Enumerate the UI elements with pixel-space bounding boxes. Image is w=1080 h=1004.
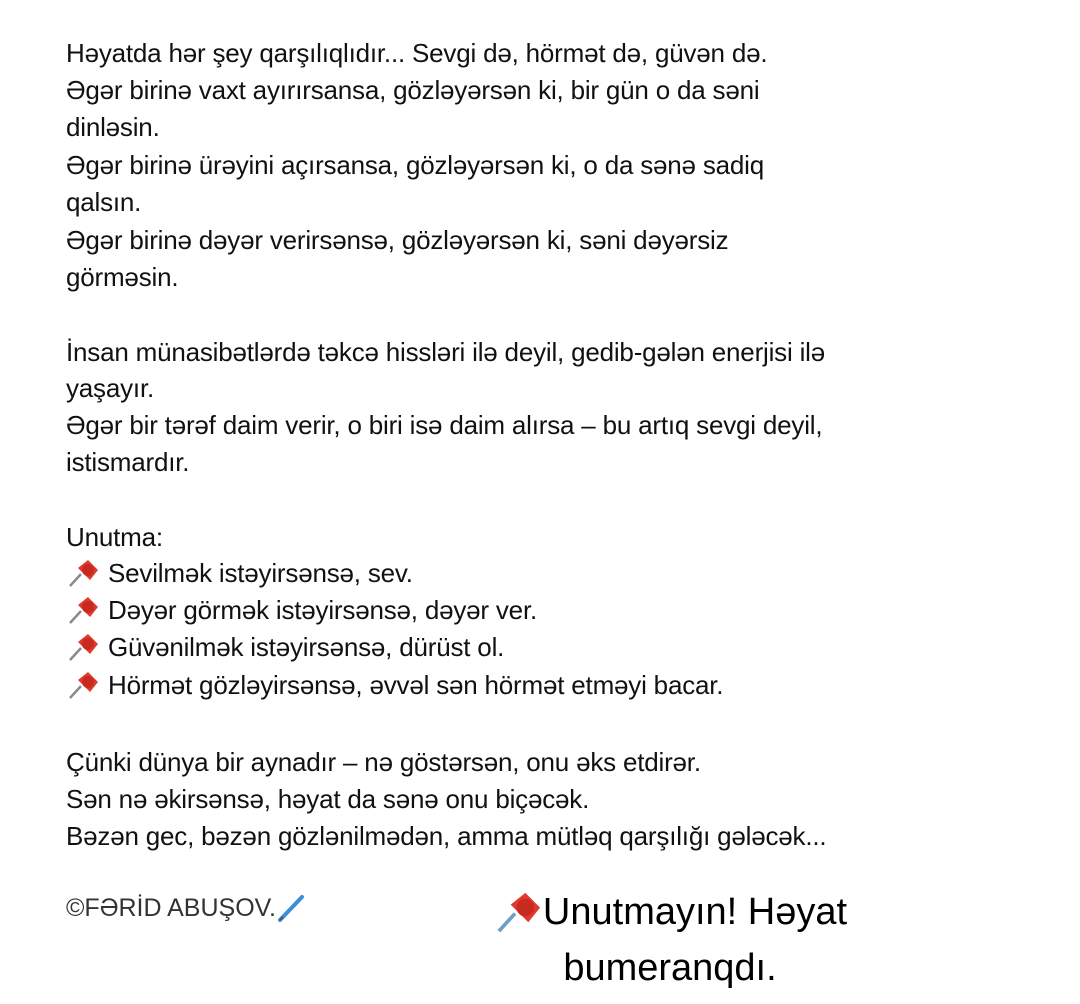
list-item-text: Sevilmək istəyirsənsə, sev. <box>108 558 413 588</box>
list-item <box>66 670 723 700</box>
text-line: Çünki dünya bir aynadır – nə göstərsən, onu əks etdirər. <box>66 747 701 777</box>
list-item <box>66 632 504 662</box>
list-item-text: Dəyər görmək istəyirsənsə, dəyər ver. <box>108 595 537 625</box>
author-name: ©FƏRİD ABUŞOV. <box>66 893 276 922</box>
text-line: Həyatda hər şey qarşılıqlıdır... Sevgi də, hörmət də, güvən də. <box>66 38 768 68</box>
list-item-text: Güvənilmək istəyirsənsə, dürüst ol. <box>108 632 505 662</box>
pushpin-icon <box>493 887 543 937</box>
pushpin-icon <box>66 632 100 662</box>
pen-icon <box>276 893 306 923</box>
text-line: istismardır. <box>66 447 190 477</box>
text-line: Əgər bir tərəf daim verir, o biri isə daim alırsa – bu artıq sevgi deyil, <box>66 410 823 440</box>
list-item <box>66 595 537 625</box>
text-line: Bəzən gec, bəzən gözlənilmədən, amma mütləq qarşılığı gələcək... <box>66 821 827 851</box>
pushpin-icon <box>66 595 100 625</box>
text-line: yaşayır. <box>66 373 154 403</box>
reminder-heading: Unutma: <box>66 522 163 552</box>
caption <box>450 884 890 996</box>
list-item <box>66 558 413 588</box>
pushpin-icon <box>66 670 100 700</box>
list-item-text: Hörmət gözləyirsənsə, əvvəl sən hörmət etməyi bacar. <box>108 670 724 700</box>
author-signature <box>66 893 306 923</box>
text-line: Əgər birinə ürəyini açırsansa, gözləyərsən ki, o da sənə sadiq <box>66 150 764 180</box>
text-line: görməsin. <box>66 262 179 292</box>
text-line: qalsın. <box>66 187 142 217</box>
text-line: Əgər birinə dəyər verirsənsə, gözləyərsən ki, səni dəyərsiz <box>66 225 729 255</box>
caption-line-2: bumeranqdı. <box>563 947 777 989</box>
text-line: Sən nə əkirsənsə, həyat da sənə onu biçəcək. <box>66 784 590 814</box>
pushpin-icon <box>66 558 100 588</box>
text-line: dinləsin. <box>66 112 160 142</box>
text-line: Əgər birinə vaxt ayırırsansa, gözləyərsən ki, bir gün o da səni <box>66 75 760 105</box>
text-line: İnsan münasibətlərdə təkcə hissləri ilə deyil, gedib-gələn enerjisi ilə <box>66 337 825 367</box>
caption-line-1: Unutmayın! Həyat <box>542 891 848 933</box>
